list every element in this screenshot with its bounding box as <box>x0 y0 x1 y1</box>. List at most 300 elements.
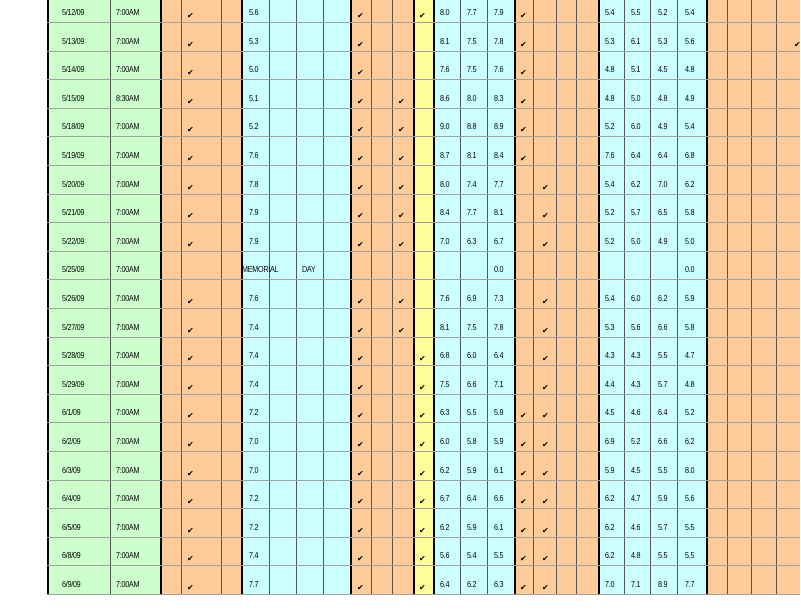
reading-cell: 6.2 <box>440 466 450 475</box>
checkmark-icon: ✔ <box>520 68 527 77</box>
checkmark-icon: ✔ <box>187 497 194 506</box>
reading-cell: 6.0 <box>631 294 641 303</box>
checkmark-icon: ✔ <box>520 125 527 134</box>
time-cell: 7:00AM <box>116 380 140 389</box>
date-cell: 6/8/09 <box>62 551 81 560</box>
time-cell: 7:00AM <box>116 180 140 189</box>
grid-line-vertical <box>110 0 111 595</box>
reading-cell: 5.3 <box>605 37 615 46</box>
average-cell: 5.4 <box>685 122 695 131</box>
value-cell: 7.8 <box>249 180 259 189</box>
grid-line-horizontal <box>47 365 800 366</box>
reading-cell: 7.1 <box>631 580 641 589</box>
checkmark-icon: ✔ <box>794 40 801 49</box>
checkmark-icon: ✔ <box>357 383 364 392</box>
time-cell: 7:00AM <box>116 323 140 332</box>
reading-cell: 7.7 <box>467 8 477 17</box>
checkmark-icon: ✔ <box>520 40 527 49</box>
reading-cell: 7.0 <box>658 180 668 189</box>
date-cell: 6/4/09 <box>62 494 81 503</box>
grid-line-vertical <box>371 0 372 595</box>
checkmark-icon: ✔ <box>187 326 194 335</box>
grid-line-vertical <box>221 0 222 595</box>
reading-cell: 7.5 <box>440 380 450 389</box>
checkmark-icon: ✔ <box>357 68 364 77</box>
reading-cell: 8.0 <box>440 180 450 189</box>
checkmark-icon: ✔ <box>357 125 364 134</box>
grid-line-vertical <box>487 0 488 595</box>
grid-line-horizontal <box>47 251 800 252</box>
average-cell: 8.4 <box>494 151 504 160</box>
date-cell: 5/22/09 <box>62 237 85 246</box>
time-cell: 7:00AM <box>116 122 140 131</box>
reading-cell: 6.7 <box>440 494 450 503</box>
reading-cell: 5.5 <box>467 408 477 417</box>
grid-line-vertical <box>650 0 651 595</box>
reading-cell: 8.1 <box>467 151 477 160</box>
date-cell: 6/1/09 <box>62 408 81 417</box>
average-cell: 8.9 <box>494 122 504 131</box>
reading-cell: 5.0 <box>631 94 641 103</box>
reading-cell: 5.5 <box>658 466 668 475</box>
checkmark-icon: ✔ <box>187 583 194 592</box>
checkmark-icon: ✔ <box>419 497 426 506</box>
checkmark-icon: ✔ <box>419 526 426 535</box>
value-cell: 7.4 <box>249 551 259 560</box>
average-cell: 0.0 <box>685 265 695 274</box>
grid-line-horizontal <box>47 565 800 566</box>
average-cell: 4.8 <box>685 380 695 389</box>
value-cell: 5.3 <box>249 37 259 46</box>
average-cell: 8.1 <box>494 208 504 217</box>
reading-cell: 5.5 <box>658 351 668 360</box>
reading-cell: 6.2 <box>631 180 641 189</box>
reading-cell: 8.1 <box>440 323 450 332</box>
checkmark-icon: ✔ <box>357 411 364 420</box>
grid-line-vertical <box>296 0 297 595</box>
checkmark-icon: ✔ <box>187 154 194 163</box>
date-cell: 5/26/09 <box>62 294 85 303</box>
reading-cell: 5.4 <box>467 551 477 560</box>
value-cell: 7.4 <box>249 380 259 389</box>
checkmark-icon: ✔ <box>187 211 194 220</box>
checkmark-icon: ✔ <box>187 526 194 535</box>
reading-cell: 6.8 <box>440 351 450 360</box>
checkmark-icon: ✔ <box>398 154 405 163</box>
average-cell: 8.3 <box>494 94 504 103</box>
checkmark-icon: ✔ <box>542 297 549 306</box>
value-cell: 7.9 <box>249 208 259 217</box>
date-cell: 5/18/09 <box>62 122 85 131</box>
checkmark-icon: ✔ <box>419 354 426 363</box>
checkmark-icon: ✔ <box>398 97 405 106</box>
reading-cell: 5.0 <box>631 237 641 246</box>
grid-line-horizontal <box>47 308 800 309</box>
checkmark-icon: ✔ <box>520 411 527 420</box>
average-cell: 8.0 <box>685 466 695 475</box>
checkmark-icon: ✔ <box>520 97 527 106</box>
checkmark-icon: ✔ <box>357 154 364 163</box>
average-cell: 6.8 <box>685 151 695 160</box>
time-cell: 7:00AM <box>116 265 140 274</box>
average-cell: 6.2 <box>685 437 695 446</box>
reading-cell: 6.3 <box>440 408 450 417</box>
time-cell: 7:00AM <box>116 408 140 417</box>
checkmark-icon: ✔ <box>187 297 194 306</box>
average-cell: 7.8 <box>494 37 504 46</box>
reading-cell: 5.7 <box>658 523 668 532</box>
reading-cell: 6.1 <box>631 37 641 46</box>
grid-line-vertical <box>181 0 182 595</box>
reading-cell: 6.2 <box>658 294 668 303</box>
reading-cell: 5.2 <box>605 208 615 217</box>
reading-cell: 6.6 <box>658 437 668 446</box>
time-cell: 7:00AM <box>116 65 140 74</box>
checkmark-icon: ✔ <box>187 469 194 478</box>
time-cell: 7:00AM <box>116 351 140 360</box>
checkmark-icon: ✔ <box>520 497 527 506</box>
checkmark-icon: ✔ <box>542 469 549 478</box>
date-cell: 6/3/09 <box>62 466 81 475</box>
reading-cell: 7.6 <box>605 151 615 160</box>
checkmark-icon: ✔ <box>357 97 364 106</box>
average-cell: 5.6 <box>685 494 695 503</box>
grid-line-vertical <box>241 0 243 595</box>
average-cell: 5.4 <box>685 8 695 17</box>
reading-cell: 5.2 <box>631 437 641 446</box>
average-cell: 7.1 <box>494 380 504 389</box>
average-cell: 5.5 <box>685 523 695 532</box>
reading-cell: 4.7 <box>631 494 641 503</box>
reading-cell: 7.0 <box>605 580 615 589</box>
time-cell: 8:30AM <box>116 94 140 103</box>
date-cell: 5/13/09 <box>62 37 85 46</box>
time-cell: 7:00AM <box>116 37 140 46</box>
reading-cell: 5.4 <box>605 180 615 189</box>
value-cell: 7.7 <box>249 580 259 589</box>
checkmark-icon: ✔ <box>187 125 194 134</box>
value-cell: 7.0 <box>249 437 259 446</box>
reading-cell: 8.0 <box>467 94 477 103</box>
reading-cell: 6.2 <box>605 494 615 503</box>
date-cell: 6/9/09 <box>62 580 81 589</box>
checkmark-icon: ✔ <box>419 411 426 420</box>
grid-line-horizontal <box>47 79 800 80</box>
grid-line-horizontal <box>47 480 800 481</box>
average-cell: 4.9 <box>685 94 695 103</box>
date-cell: 5/15/09 <box>62 94 85 103</box>
reading-cell: 4.3 <box>631 380 641 389</box>
average-cell: 5.9 <box>494 437 504 446</box>
reading-cell: 4.6 <box>631 408 641 417</box>
checkmark-icon: ✔ <box>520 440 527 449</box>
reading-cell: 4.3 <box>631 351 641 360</box>
checkmark-icon: ✔ <box>357 183 364 192</box>
reading-cell: 7.7 <box>467 208 477 217</box>
value-cell: 7.2 <box>249 523 259 532</box>
reading-cell: 4.8 <box>605 65 615 74</box>
checkmark-icon: ✔ <box>357 440 364 449</box>
checkmark-icon: ✔ <box>520 11 527 20</box>
average-cell: 5.2 <box>685 408 695 417</box>
checkmark-icon: ✔ <box>520 154 527 163</box>
grid-line-horizontal <box>47 194 800 195</box>
checkmark-icon: ✔ <box>419 554 426 563</box>
reading-cell: 5.2 <box>605 237 615 246</box>
value-cell: 7.2 <box>249 408 259 417</box>
reading-cell: 5.9 <box>467 523 477 532</box>
average-cell: 5.9 <box>685 294 695 303</box>
time-cell: 7:00AM <box>116 580 140 589</box>
reading-cell: 6.6 <box>658 323 668 332</box>
average-cell: 7.3 <box>494 294 504 303</box>
reading-cell: 8.4 <box>440 208 450 217</box>
checkmark-icon: ✔ <box>357 583 364 592</box>
reading-cell: 7.5 <box>467 65 477 74</box>
time-cell: 7:00AM <box>116 294 140 303</box>
grid-line-horizontal <box>47 594 800 595</box>
grid-line-vertical <box>776 0 777 595</box>
average-cell: 6.6 <box>494 494 504 503</box>
grid-line-horizontal <box>47 22 800 23</box>
time-cell: 7:00AM <box>116 437 140 446</box>
checkmark-icon: ✔ <box>419 469 426 478</box>
grid-line-horizontal <box>47 422 800 423</box>
time-cell: 7:00AM <box>116 208 140 217</box>
reading-cell: 5.5 <box>631 8 641 17</box>
grid-line-vertical <box>514 0 516 595</box>
average-cell: 5.0 <box>685 237 695 246</box>
reading-cell: 5.9 <box>658 494 668 503</box>
checkmark-icon: ✔ <box>542 583 549 592</box>
reading-cell: 4.9 <box>658 122 668 131</box>
reading-cell: 7.4 <box>467 180 477 189</box>
value-cell: 7.9 <box>249 237 259 246</box>
time-cell: 7:00AM <box>116 494 140 503</box>
grid-line-vertical <box>751 0 752 595</box>
average-cell: 4.7 <box>685 351 695 360</box>
checkmark-icon: ✔ <box>357 326 364 335</box>
average-cell: 5.8 <box>685 323 695 332</box>
value-cell: 5.1 <box>249 94 259 103</box>
reading-cell: 4.8 <box>631 551 641 560</box>
date-cell: 5/29/09 <box>62 380 85 389</box>
reading-cell: 6.5 <box>658 208 668 217</box>
reading-cell: 8.8 <box>467 122 477 131</box>
checkmark-icon: ✔ <box>357 11 364 20</box>
date-cell: 5/19/09 <box>62 151 85 160</box>
reading-cell: 6.9 <box>467 294 477 303</box>
checkmark-icon: ✔ <box>187 383 194 392</box>
average-cell: 6.4 <box>494 351 504 360</box>
reading-cell: 4.8 <box>605 94 615 103</box>
reading-cell: 7.0 <box>440 237 450 246</box>
grid-line-horizontal <box>47 337 800 338</box>
reading-cell: 4.9 <box>658 237 668 246</box>
checkmark-icon: ✔ <box>187 97 194 106</box>
average-cell: 5.5 <box>685 551 695 560</box>
reading-cell: 5.6 <box>631 323 641 332</box>
time-cell: 7:00AM <box>116 237 140 246</box>
grid-line-horizontal <box>47 165 800 166</box>
grid-line-vertical <box>706 0 708 595</box>
reading-cell: 5.9 <box>605 466 615 475</box>
average-cell: 6.3 <box>494 580 504 589</box>
checkmark-icon: ✔ <box>357 40 364 49</box>
checkmark-icon: ✔ <box>187 354 194 363</box>
reading-cell: 8.1 <box>440 37 450 46</box>
reading-cell: 8.7 <box>440 151 450 160</box>
reading-cell: 4.5 <box>631 466 641 475</box>
reading-cell: 4.8 <box>658 94 668 103</box>
value-cell: 7.6 <box>249 151 259 160</box>
grid-line-horizontal <box>47 108 800 109</box>
checkmark-icon: ✔ <box>398 326 405 335</box>
checkmark-icon: ✔ <box>187 11 194 20</box>
checkmark-icon: ✔ <box>542 354 549 363</box>
date-cell: 5/20/09 <box>62 180 85 189</box>
average-cell: 7.8 <box>494 323 504 332</box>
reading-cell: 6.4 <box>658 408 668 417</box>
value-cell: 7.4 <box>249 351 259 360</box>
reading-cell: 6.0 <box>631 122 641 131</box>
average-cell: 0.0 <box>494 265 504 274</box>
checkmark-icon: ✔ <box>542 411 549 420</box>
grid-line-vertical <box>533 0 534 595</box>
checkmark-icon: ✔ <box>357 497 364 506</box>
average-cell: 5.8 <box>685 208 695 217</box>
grid-line-vertical <box>392 0 393 595</box>
checkmark-icon: ✔ <box>419 440 426 449</box>
checkmark-icon: ✔ <box>520 554 527 563</box>
reading-cell: 4.4 <box>605 380 615 389</box>
checkmark-icon: ✔ <box>187 440 194 449</box>
reading-cell: 6.0 <box>467 351 477 360</box>
reading-cell: 9.0 <box>440 122 450 131</box>
checkmark-icon: ✔ <box>398 297 405 306</box>
average-cell: 5.9 <box>494 408 504 417</box>
time-cell: 7:00AM <box>116 551 140 560</box>
time-cell: 7:00AM <box>116 151 140 160</box>
reading-cell: 8.9 <box>658 580 668 589</box>
reading-cell: 5.4 <box>605 294 615 303</box>
checkmark-icon: ✔ <box>398 211 405 220</box>
checkmark-icon: ✔ <box>542 554 549 563</box>
column-band-orange <box>160 0 241 595</box>
grid-line-vertical <box>556 0 557 595</box>
checkmark-icon: ✔ <box>542 440 549 449</box>
grid-line-horizontal <box>47 537 800 538</box>
reading-cell: 6.0 <box>440 437 450 446</box>
checkmark-icon: ✔ <box>187 240 194 249</box>
time-cell: 7:00AM <box>116 8 140 17</box>
reading-cell: 6.2 <box>467 580 477 589</box>
checkmark-icon: ✔ <box>357 297 364 306</box>
checkmark-icon: ✔ <box>187 554 194 563</box>
value-cell: 7.6 <box>249 294 259 303</box>
checkmark-icon: ✔ <box>542 183 549 192</box>
grid-line-horizontal <box>47 508 800 509</box>
checkmark-icon: ✔ <box>187 411 194 420</box>
reading-cell: 6.9 <box>605 437 615 446</box>
average-cell: 5.5 <box>494 551 504 560</box>
date-cell: 6/5/09 <box>62 523 81 532</box>
reading-cell: 4.6 <box>631 523 641 532</box>
reading-cell: 6.4 <box>631 151 641 160</box>
checkmark-icon: ✔ <box>398 183 405 192</box>
reading-cell: 5.7 <box>631 208 641 217</box>
reading-cell: 5.4 <box>605 8 615 17</box>
date-cell: 5/14/09 <box>62 65 85 74</box>
checkmark-icon: ✔ <box>419 11 426 20</box>
grid-line-vertical <box>677 0 678 595</box>
checkmark-icon: ✔ <box>542 383 549 392</box>
reading-cell: 6.2 <box>440 523 450 532</box>
checkmark-icon: ✔ <box>419 383 426 392</box>
grid-line-vertical <box>350 0 352 595</box>
grid-line-vertical <box>269 0 270 595</box>
checkmark-icon: ✔ <box>542 326 549 335</box>
reading-cell: 5.9 <box>467 466 477 475</box>
reading-cell: 5.2 <box>658 8 668 17</box>
reading-cell: 4.5 <box>658 65 668 74</box>
date-cell: 5/25/09 <box>62 265 85 274</box>
checkmark-icon: ✔ <box>357 240 364 249</box>
checkmark-icon: ✔ <box>187 40 194 49</box>
reading-cell: 4.3 <box>605 351 615 360</box>
checkmark-icon: ✔ <box>520 526 527 535</box>
grid-line-horizontal <box>47 394 800 395</box>
value-cell: 5.2 <box>249 122 259 131</box>
reading-cell: 6.2 <box>605 551 615 560</box>
average-cell: 6.1 <box>494 523 504 532</box>
grid-line-horizontal <box>47 451 800 452</box>
reading-cell: 8.6 <box>440 94 450 103</box>
reading-cell: 5.3 <box>605 323 615 332</box>
checkmark-icon: ✔ <box>520 583 527 592</box>
grid-line-vertical <box>433 0 435 595</box>
date-cell: 5/28/09 <box>62 351 85 360</box>
date-cell: 6/2/09 <box>62 437 81 446</box>
time-cell: 7:00AM <box>116 523 140 532</box>
reading-cell: 5.2 <box>605 122 615 131</box>
value-cell: 5.6 <box>249 8 259 17</box>
checkmark-icon: ✔ <box>398 240 405 249</box>
grid-line-vertical <box>460 0 461 595</box>
reading-cell: 7.6 <box>440 294 450 303</box>
grid-line-horizontal <box>47 279 800 280</box>
checkmark-icon: ✔ <box>520 469 527 478</box>
checkmark-icon: ✔ <box>542 211 549 220</box>
grid-line-vertical <box>576 0 577 595</box>
grid-line-vertical <box>624 0 625 595</box>
reading-cell: 6.6 <box>467 380 477 389</box>
date-cell: 5/21/09 <box>62 208 85 217</box>
reading-cell: 5.5 <box>658 551 668 560</box>
average-cell: 7.7 <box>685 580 695 589</box>
checkmark-icon: ✔ <box>398 125 405 134</box>
checkmark-icon: ✔ <box>542 526 549 535</box>
checkmark-icon: ✔ <box>357 469 364 478</box>
reading-cell: 7.5 <box>467 323 477 332</box>
grid-line-vertical <box>727 0 728 595</box>
checkmark-icon: ✔ <box>357 554 364 563</box>
reading-cell: 7.5 <box>467 37 477 46</box>
reading-cell: 5.3 <box>658 37 668 46</box>
reading-cell: 6.4 <box>467 494 477 503</box>
value-cell: 7.4 <box>249 323 259 332</box>
reading-cell: 5.6 <box>440 551 450 560</box>
